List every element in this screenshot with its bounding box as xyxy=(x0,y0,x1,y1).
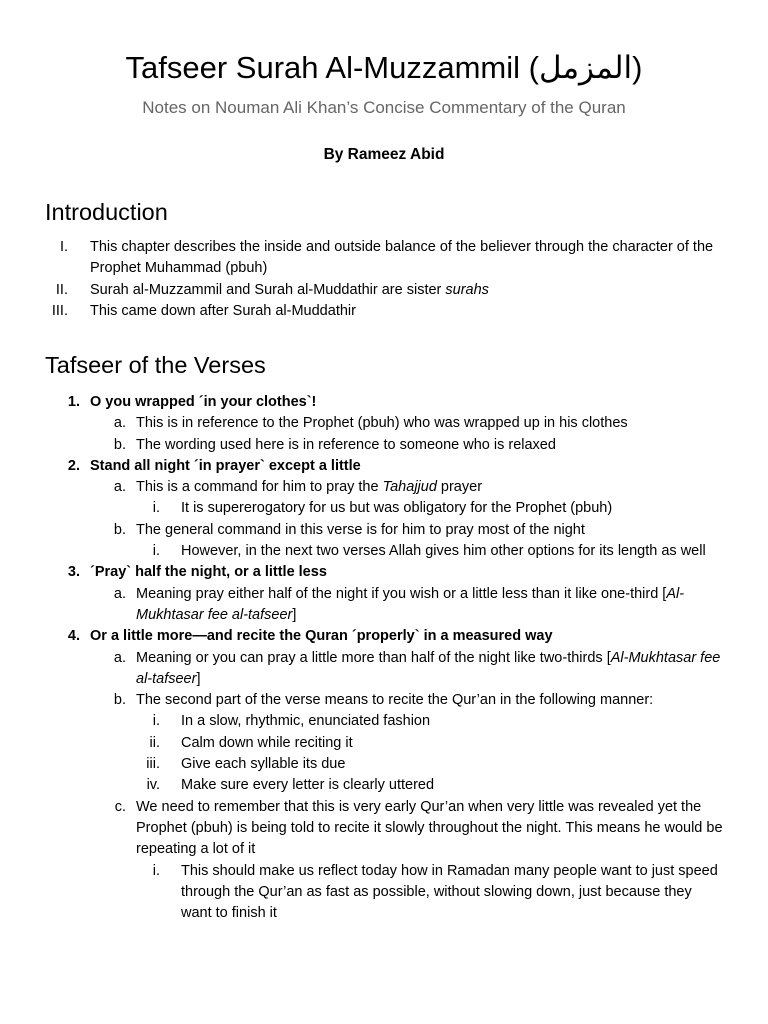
note-text: This is in reference to the Prophet (pbuh) who was wrapped up in his clothes xyxy=(136,415,628,432)
note-item xyxy=(0,584,768,627)
verse-text: O you wrapped ´in your clothes`! xyxy=(90,394,317,410)
note-text: The wording used here is in reference to someone who is relaxed xyxy=(136,436,556,453)
subnote-text: This should make us reflect today how in Ramadan many people want to just speed through the Qur’an as fast as possible, without slowing down, just because they want to finish it xyxy=(181,862,718,922)
note-item xyxy=(0,520,768,541)
list-marker: I. xyxy=(59,239,68,255)
verse-text: Or a little more—and recite the Quran ´properly` in a measured way xyxy=(90,628,553,645)
subnote-text: However, in the next two verses Allah gives him other options for its length as well xyxy=(181,543,706,560)
subnote-item xyxy=(0,775,768,796)
italic-text: surahs xyxy=(445,281,489,298)
subnote-item xyxy=(0,861,768,925)
subnote-marker: iii. xyxy=(146,756,160,773)
note-marker: b. xyxy=(113,521,126,538)
note-marker: a. xyxy=(113,585,126,602)
note-text: We need to remember that this is very early Qur’an when very little was revealed yet the Prophet (pbuh) is being told to recite it slowly throughout the night. This means he would be repeating a lot of it xyxy=(136,798,723,858)
subnote-item xyxy=(0,733,768,754)
tafseer-heading: Tafseer of the Verses xyxy=(45,352,266,378)
subnote-text: Make sure every letter is clearly uttered xyxy=(181,777,435,794)
subnote-item xyxy=(0,541,768,562)
note-item xyxy=(0,435,768,456)
verses-list xyxy=(0,392,768,924)
document-subtitle: Notes on Nouman Ali Khan’s Concise Commentary of the Quran xyxy=(142,98,626,117)
verse-text: ´Pray` half the night, or a little less xyxy=(90,564,327,581)
subnote-text: In a slow, rhythmic, enunciated fashion xyxy=(181,713,431,730)
subnote-marker: i. xyxy=(152,543,160,560)
list-marker: III. xyxy=(51,302,68,319)
note-item xyxy=(0,690,768,711)
list-item-text: This chapter describes the inside and outside balance of the believer through the character of the Prophet Muhammad (pbuh) xyxy=(90,239,714,277)
verse-number: 2. xyxy=(67,457,80,474)
italic-text: Al-Mukhtasar fee al-tafseer xyxy=(136,585,685,623)
italic-text: Tahajjud xyxy=(382,479,437,496)
subnote-item xyxy=(0,711,768,732)
subnote-text: It is supererogatory for us but was obligatory for the Prophet (pbuh) xyxy=(181,500,613,517)
note-item xyxy=(0,797,768,861)
note-item xyxy=(0,648,768,691)
subnote-marker: iv. xyxy=(146,777,160,794)
introduction-list xyxy=(0,237,768,322)
subnote-marker: i. xyxy=(152,862,160,879)
verse-item xyxy=(0,392,768,413)
subnote-text: Give each syllable its due xyxy=(181,756,346,773)
verse-item xyxy=(0,456,768,477)
note-marker: b. xyxy=(113,692,126,709)
author-byline: By Rameez Abid xyxy=(323,146,445,163)
verse-number: 4. xyxy=(67,628,80,645)
note-marker: a. xyxy=(113,649,126,666)
subnote-text: Calm down while reciting it xyxy=(181,734,353,751)
note-item xyxy=(0,413,768,434)
text-run: ] xyxy=(292,606,297,623)
note-text xyxy=(136,477,726,498)
subnote-marker: i. xyxy=(152,500,160,517)
text-run: ] xyxy=(196,670,201,687)
verse-number: 3. xyxy=(67,564,80,581)
list-item xyxy=(0,237,768,280)
subnote-marker: i. xyxy=(152,713,160,730)
note-marker: b. xyxy=(113,436,126,453)
note-marker: a. xyxy=(113,415,126,432)
italic-text: Al-Mukhtasar fee al-tafseer xyxy=(136,649,721,687)
note-text xyxy=(136,648,726,691)
list-item-text xyxy=(90,280,720,301)
list-item-text: This came down after Surah al-Muddathir xyxy=(90,302,356,319)
list-marker: II. xyxy=(55,281,68,298)
introduction-heading: Introduction xyxy=(45,199,168,225)
subnote-marker: ii. xyxy=(149,734,160,751)
text-run: This is a command for him to pray the xyxy=(136,479,383,496)
document-title: Tafseer Surah Al-Muzzammil (المزمل) xyxy=(125,50,643,85)
text-run: Meaning pray either half of the night if you wish or a little less than it like one-third [ xyxy=(136,585,667,602)
verse-number: 1. xyxy=(67,394,80,410)
text-run: prayer xyxy=(436,479,483,496)
subnote-item xyxy=(0,754,768,775)
text-run: Surah al-Muzzammil and Surah al-Muddathir are sister xyxy=(90,281,446,298)
text-run: Meaning or you can pray a little more than half of the night like two-thirds [ xyxy=(136,649,611,666)
verse-item xyxy=(0,562,768,583)
note-marker: c. xyxy=(114,798,126,815)
verse-text: Stand all night ´in prayer` except a little xyxy=(90,457,361,474)
list-item xyxy=(0,280,768,301)
note-item xyxy=(0,477,768,498)
note-marker: a. xyxy=(113,479,126,496)
note-text: The general command in this verse is for him to pray most of the night xyxy=(136,521,585,538)
list-item xyxy=(0,301,768,322)
note-text xyxy=(136,584,726,627)
verse-item xyxy=(0,626,768,647)
subnote-item xyxy=(0,498,768,519)
note-text: The second part of the verse means to recite the Qur’an in the following manner: xyxy=(136,692,654,709)
